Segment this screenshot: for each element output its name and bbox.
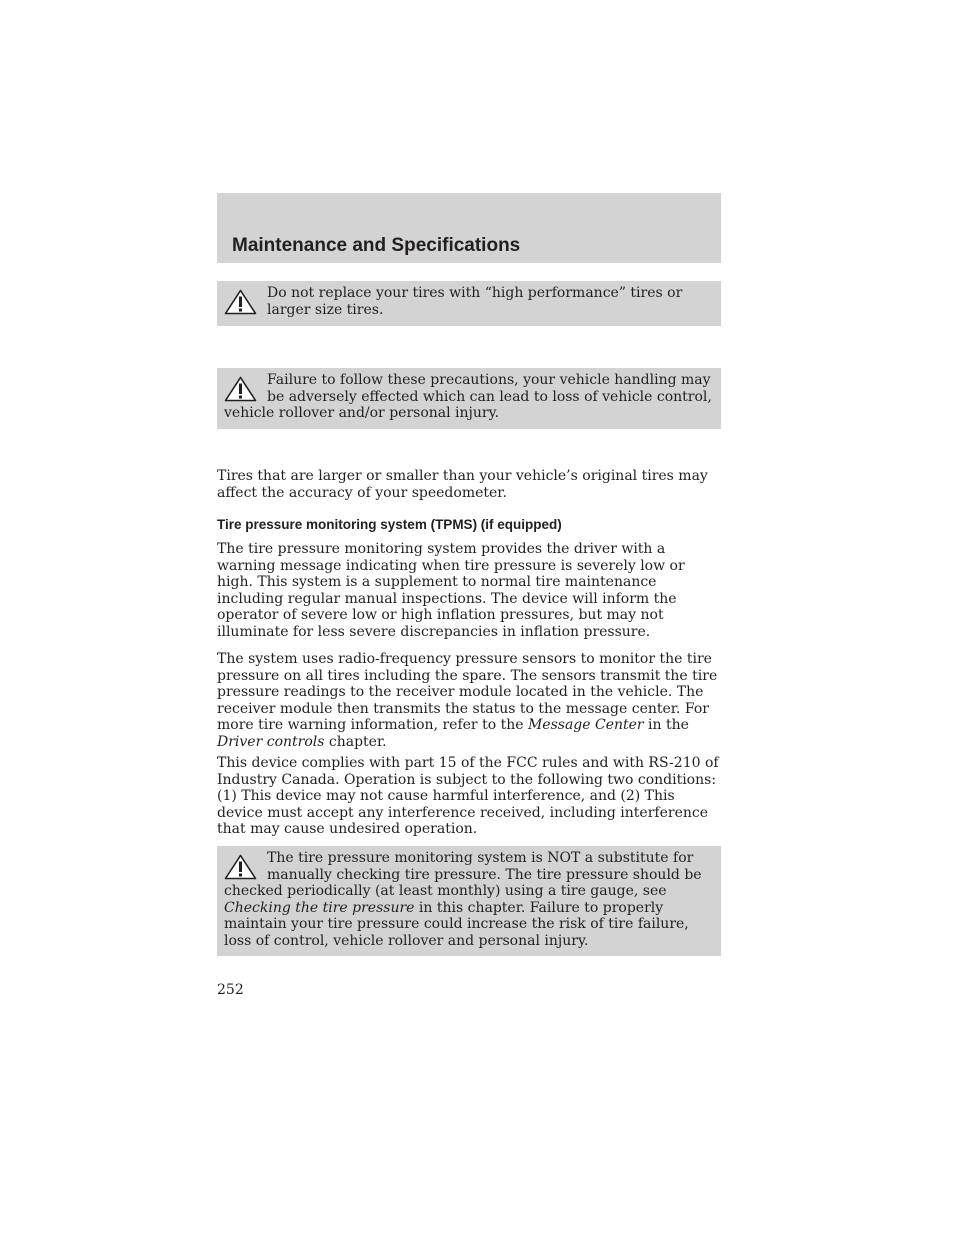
warning-text: Failure to follow these precautions, your vehicle handling may be adversely effected which can lead to loss of vehicle control, vehicle rollover and/or personal injury.	[224, 372, 712, 421]
warning-text-end: in this chapter. Failure to properly maintain your tire pressure could increase the risk of tire failure, loss of control, vehicle rollover and personal injury.	[224, 899, 689, 949]
page-number: 252	[217, 982, 244, 998]
warning-triangle-icon	[224, 854, 257, 880]
sensors-text-end: chapter.	[324, 733, 387, 750]
warning-triangle-icon	[224, 376, 257, 402]
warning-box-precautions	[217, 368, 721, 429]
tpms-intro-paragraph: The tire pressure monitoring system provides the driver with a warning message indicating when tire pressure is severely low or high. This system is a supplement to normal tire maintenance including regular manual inspections. The device will inform the operator of severe low or high inflation pressures, but may not illuminate for less severe discrepancies in inflation pressure.	[217, 541, 685, 640]
checking-tire-pressure-reference: Checking the tire pressure	[224, 899, 415, 916]
warning-box-high-performance	[217, 281, 721, 326]
warning-text-start: The tire pressure monitoring system is NOT a substitute for manually checking tire pressure. The tire pressure should be checked periodically (at least monthly) using a tire gauge, see	[224, 850, 702, 899]
driver-controls-reference: Driver controls	[217, 733, 325, 750]
warning-text: Do not replace your tires with “high performance” tires or larger size tires.	[267, 285, 683, 318]
message-center-reference: Message Center	[527, 717, 644, 734]
fcc-paragraph: This device complies with part 15 of the FCC rules and with RS-210 of Industry Canada. Operation is subject to the following two conditions: (1) This device may not cause harmful interference, and (2) This device must accept any interference received, including interference that may cause undesired operation.	[217, 755, 719, 838]
chapter-title: Maintenance and Specifications	[232, 235, 521, 256]
speedometer-paragraph: Tires that are larger or smaller than your vehicle’s original tires may affect the accuracy of your speedometer.	[217, 468, 708, 501]
warning-box-tpms	[217, 846, 721, 956]
warning-text	[224, 850, 715, 949]
warning-triangle-icon	[224, 289, 257, 315]
chapter-header-band	[217, 193, 721, 263]
sensors-paragraph	[217, 651, 721, 751]
sensors-text-middle: in the	[643, 717, 689, 734]
sensors-text-start: The system uses radio-frequency pressure sensors to monitor the tire pressure on all tires including the spare. The sensors transmit the tire pressure readings to the receiver module located in the vehicle. The receiver module then transmits the status to the message center. For more tire warning information, refer to the	[217, 651, 718, 734]
tpms-heading: Tire pressure monitoring system (TPMS) (if equipped)	[217, 517, 562, 532]
